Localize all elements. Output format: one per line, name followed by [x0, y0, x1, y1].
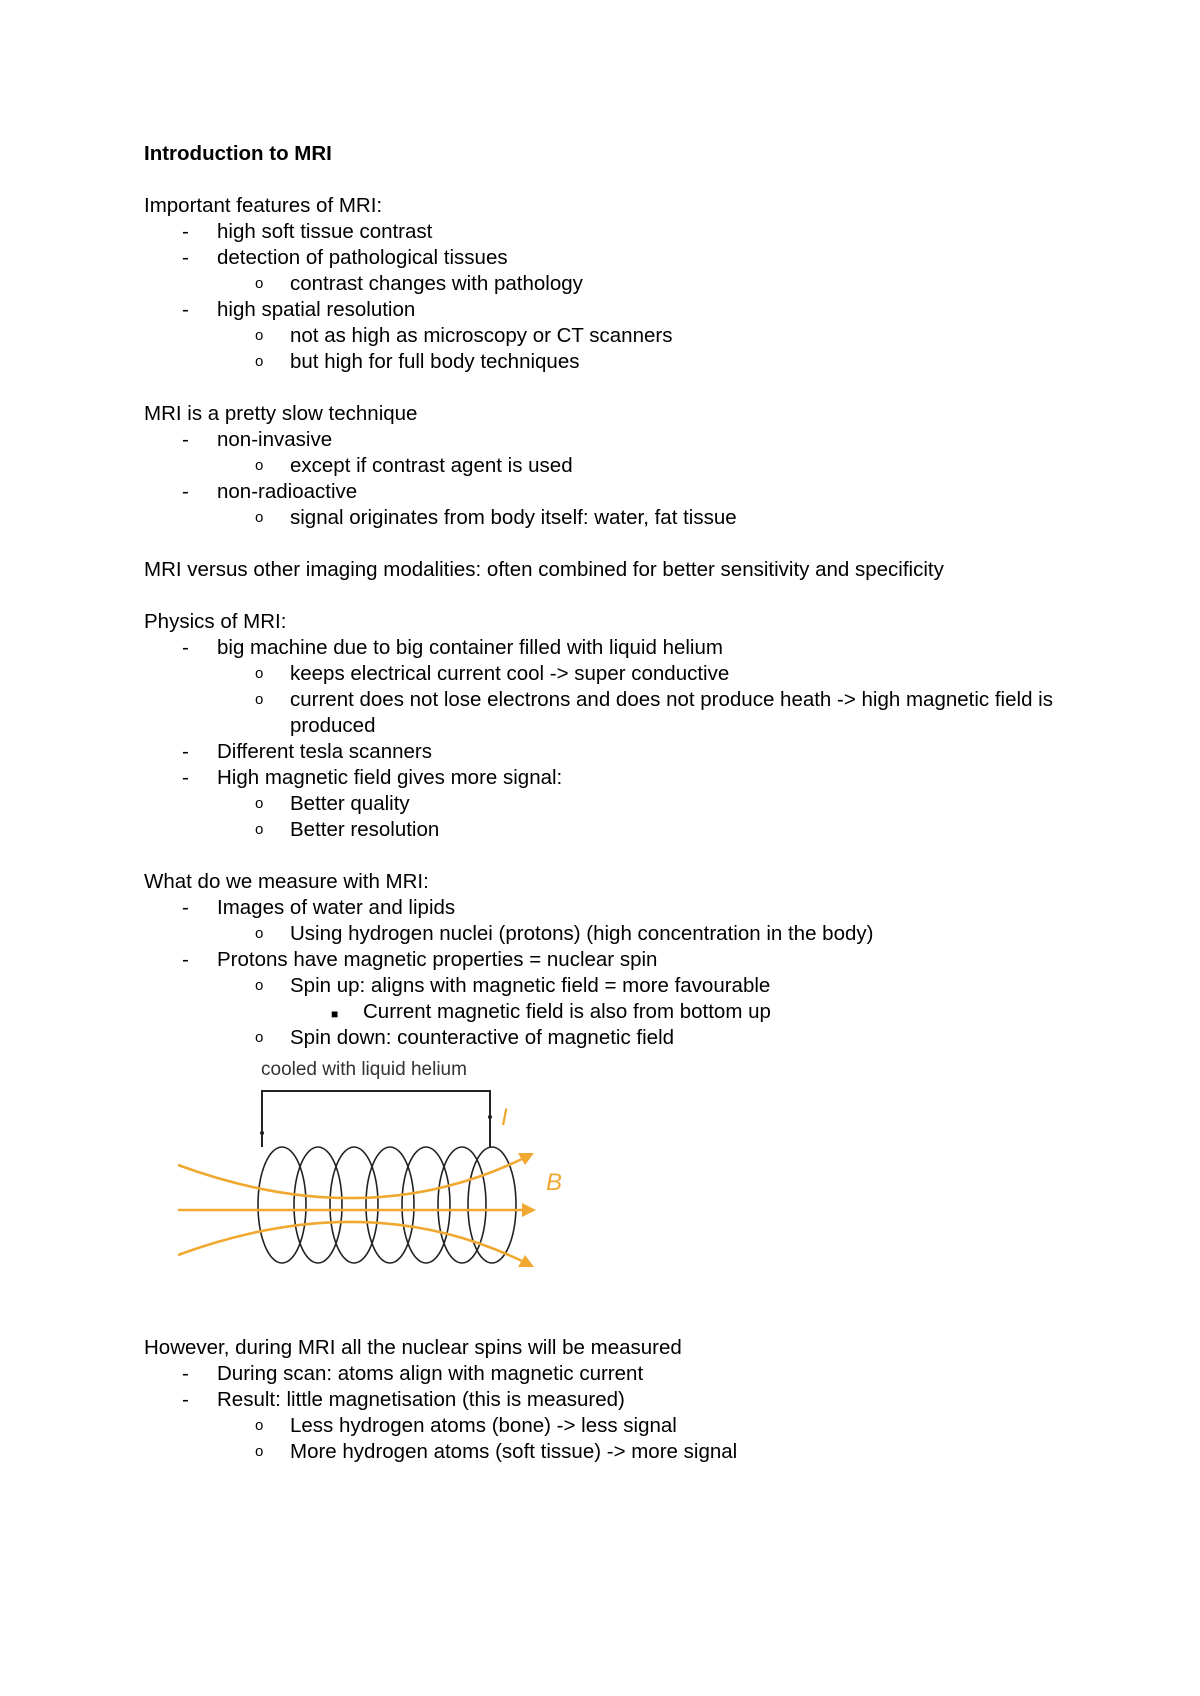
list-item: [144, 921, 1084, 947]
document-body: [144, 141, 1084, 1465]
list-item: [144, 635, 1084, 661]
list-item: [144, 479, 1084, 505]
current-label: I: [501, 1104, 508, 1131]
coil-loop: [294, 1147, 342, 1263]
bullet-marker: o: [255, 925, 264, 942]
list-item: [144, 1025, 1084, 1051]
list-item-text: high soft tissue contrast: [217, 220, 433, 243]
coil-loops: [258, 1147, 516, 1263]
bullet-marker: -: [182, 766, 189, 789]
list-item: [144, 245, 1084, 271]
list-item-text: Better quality: [290, 792, 410, 815]
list-item-text: Spin up: aligns with magnetic field = more favourable: [290, 974, 771, 997]
list-item: [144, 765, 1084, 791]
list-item: [144, 453, 1084, 479]
bullet-marker: -: [182, 480, 189, 503]
bullet-marker: o: [255, 275, 264, 292]
list-item: [144, 297, 1084, 323]
coil-loop: [438, 1147, 486, 1263]
list-item-text: except if contrast agent is used: [290, 454, 573, 477]
list-item: [144, 505, 1084, 531]
list-item: [144, 999, 1084, 1025]
list-item-text: High magnetic field gives more signal:: [217, 766, 563, 789]
list-item: [144, 427, 1084, 453]
field-label: B: [546, 1169, 563, 1196]
bullet-marker: o: [255, 795, 264, 812]
bullet-marker: o: [255, 821, 264, 838]
bullet-marker: -: [182, 636, 189, 659]
solenoid-svg: [178, 1055, 618, 1305]
page-title: Introduction to MRI: [144, 142, 332, 165]
list-item: [144, 687, 1090, 739]
list-item: [144, 219, 1084, 245]
list-item: [144, 1439, 1084, 1465]
list-item: [144, 1361, 1084, 1387]
list-item-text: Current magnetic field is also from bottom up: [363, 1000, 771, 1023]
section-heading: MRI versus other imaging modalities: often combined for better sensitivity and specificity: [144, 558, 944, 581]
bullet-marker: -: [182, 948, 189, 971]
list-item-text: non-invasive: [217, 428, 333, 451]
bullet-marker: -: [182, 740, 189, 763]
section-heading: What do we measure with MRI:: [144, 870, 429, 893]
list-item: [144, 1413, 1084, 1439]
coil-loop: [258, 1147, 306, 1263]
magnetic-field-lines: [178, 1157, 526, 1263]
list-item: [144, 323, 1084, 349]
wire-terminal-left: [260, 1131, 264, 1135]
list-item: [144, 661, 1084, 687]
bullet-marker: -: [182, 246, 189, 269]
figure-caption: cooled with liquid helium: [261, 1059, 467, 1080]
list-item: [144, 947, 1084, 973]
section-heading: However, during MRI all the nuclear spins will be measured: [144, 1336, 682, 1359]
bullet-marker: -: [182, 220, 189, 243]
coil-loop: [366, 1147, 414, 1263]
list-item-text: Less hydrogen atoms (bone) -> less signal: [290, 1414, 677, 1437]
bullet-marker: -: [182, 896, 189, 919]
bullet-marker: o: [255, 457, 264, 474]
list-item-text: Result: little magnetisation (this is measured): [217, 1388, 625, 1411]
list-item-text: Better resolution: [290, 818, 440, 841]
list-item: [144, 1387, 1084, 1413]
list-item-text: but high for full body techniques: [290, 350, 580, 373]
section-heading: Physics of MRI:: [144, 610, 287, 633]
list-item-text: detection of pathological tissues: [217, 246, 508, 269]
section-heading: Important features of MRI:: [144, 194, 383, 217]
list-item-text: During scan: atoms align with magnetic current: [217, 1362, 644, 1385]
field-line-top: [178, 1157, 526, 1198]
wire-terminal-right: [488, 1115, 492, 1119]
bullet-marker: o: [255, 1417, 264, 1434]
bullet-marker: o: [255, 1443, 264, 1460]
list-item-text: big machine due to big container filled with liquid helium: [217, 636, 723, 659]
bullet-marker: o: [255, 1029, 264, 1046]
solenoid-diagram: [178, 1055, 618, 1305]
list-item-text: More hydrogen atoms (soft tissue) -> more signal: [290, 1440, 738, 1463]
list-item: [144, 739, 1084, 765]
list-item: [144, 817, 1084, 843]
list-item-text: Using hydrogen nuclei (protons) (high concentration in the body): [290, 922, 874, 945]
bullet-marker: -: [182, 428, 189, 451]
bullet-marker: o: [255, 509, 264, 526]
list-item: [144, 791, 1084, 817]
list-item-text: Spin down: counteractive of magnetic field: [290, 1026, 675, 1049]
list-item-text: non-radioactive: [217, 480, 358, 503]
list-item-text: contrast changes with pathology: [290, 272, 583, 295]
list-item-text: keeps electrical current cool -> super conductive: [290, 662, 730, 685]
list-item-text: high spatial resolution: [217, 298, 416, 321]
coil-loop: [402, 1147, 450, 1263]
list-item-text: signal originates from body itself: water, fat tissue: [290, 506, 737, 529]
coil-loop: [330, 1147, 378, 1263]
arrowhead-middle: [522, 1203, 536, 1217]
bullet-marker: o: [255, 327, 264, 344]
bullet-marker: -: [182, 1362, 189, 1385]
bullet-marker: o: [255, 691, 264, 708]
bullet-marker: o: [255, 665, 264, 682]
list-item: [144, 349, 1084, 375]
bullet-marker: -: [182, 298, 189, 321]
bullet-marker: o: [255, 977, 264, 994]
coil-wire-frame: [262, 1091, 490, 1147]
bullet-marker: o: [255, 353, 264, 370]
list-item-text: Protons have magnetic properties = nuclear spin: [217, 948, 658, 971]
list-item-text: Different tesla scanners: [217, 740, 432, 763]
list-item: [144, 895, 1084, 921]
bullet-marker: -: [182, 1388, 189, 1411]
list-item-text: Images of water and lipids: [217, 896, 456, 919]
list-item: [144, 271, 1084, 297]
section-heading: MRI is a pretty slow technique: [144, 402, 418, 425]
list-item-text: current does not lose electrons and does not produce heath -> high magnetic field is produced: [290, 688, 1053, 737]
sections-container: [144, 193, 1084, 1465]
list-item-text: not as high as microscopy or CT scanners: [290, 324, 673, 347]
bullet-marker: ■: [331, 1007, 339, 1021]
list-item: [144, 973, 1084, 999]
